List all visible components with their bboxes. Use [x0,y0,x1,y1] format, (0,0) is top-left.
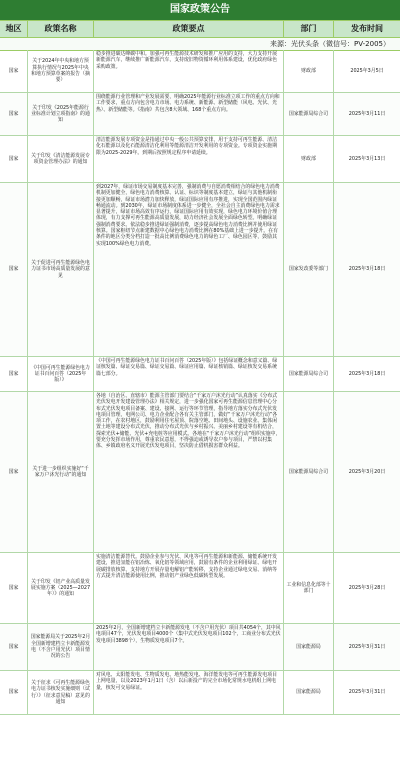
source-note: 来源：光伏头条（微信号：PV-2005） [0,38,400,51]
table-row [0,392,400,553]
table-row [0,671,400,715]
cell-name: 关于印发《2025年能源行业标准计划立项指南》的通知 [28,93,94,135]
cell-key: 《中国可再生能源绿色电力证书百问百答（2025年版）》包括绿证概念和意义篇、绿证核发篇、绿证交易篇、绿证交易篇、绿证应用篇、绿证核销篇、绿证核发交易系统篇七部分。 [94,357,284,391]
cell-region: 国家 [0,93,28,135]
cell-date: 2025年3月31日 [348,689,386,696]
cell-dept: 财政部 [284,50,334,92]
cell-region: 国家 [0,624,28,670]
cell-date: 2025年3月5日 [350,67,384,74]
cell-region: 国家 [0,136,28,182]
table-row [0,183,400,357]
cell-name: 关于进一步组织实施好“千家万户沐光行动”的通知 [28,392,94,552]
cell-date: 2025年3月28日 [348,584,386,591]
cell-region: 国家 [0,183,28,356]
cell-name: 关于印发《铝产业高质量发展实施方案（2025—2027年）》的通知 [28,553,94,623]
cell-key: 实施清洁能源替代。鼓励企业参与光伏、风电等可再生能源和新能源、储能系统开发建设，推进氢能在铝冶炼、氧化铝等领域应用，鼓励有条件的企业利用绿证、绿电开展碳排放核算，支持地方开展存量电解铝产能转移，支持企业通过绿电交易、消纳等方式提升清洁能源使用比例，推动铝产业绿色低碳转型发展。 [94,553,284,623]
cell-region: 国家 [0,671,28,714]
page-title: 国家政策公告 [0,0,400,20]
cell-date: 2025年3月11日 [348,110,386,117]
cell-dept: 财政部 [284,136,334,182]
cell-region: 国家 [0,50,28,92]
table-header [0,20,400,38]
cell-dept: 国家能源局 [284,624,334,670]
header-date: 发布时间 [351,24,383,33]
cell-name: 《中国可再生能源绿色电力证书百问百答（2025年版）》 [28,357,94,391]
cell-date: 2025年3月31日 [348,643,386,650]
cell-name: 国家能源局关于2025年2月全国新增建档立卡新能源发电（不含户用光伏）项目情况的公告 [28,624,94,670]
cell-key: 对风电、太阳能发电、生物质发电、地热能发电、海洋能发电等可再生能源发电项目上网电量，以及2023年1月1日（含）以后新投产的完全市场化常规水电机组上网电量，核发可交易绿证。 [94,671,284,714]
cell-name: 关于2024年中央和地方预算执行情况与2025年中央和地方预算草案的报告（摘要） [28,50,94,92]
cell-name: 关于印发《清洁能源发展专项资金管理办法》的通知 [28,136,94,182]
header-key: 政策要点 [94,21,284,37]
cell-region: 国家 [0,357,28,391]
cell-name: 关于促进可再生能源绿色电力证书市场高质量发展的意见 [28,183,94,356]
table-row [0,50,400,93]
cell-name: 关于征求《可再生能源绿色电力证书核发实施细则（试行）》（征求意见稿）意见的通知 [28,671,94,714]
table-body [0,50,400,715]
cell-key: 围绕能源行业管理和产业发展需要，明确2025年能源行业标准立项工作的重点方向和工作要求，重点方向包含电力市场、电力系统、新能源、新型储能（风电、光伏、光热）、新型储能等。《指南》共包含8大领域、168个重点方向。 [94,93,284,135]
cell-key: 2025年2月，全国新增建档立卡新能源发电（不含户用光伏）项目共4054个，其中风电项目47个，光伏发电项目4000个（集中式光伏发电项目102个，工商业分布式光伏发电项目3898个），生物质发电项目7个。 [94,624,284,670]
cell-dept: 国家发改委等部门 [284,183,334,356]
table-row [0,93,400,136]
cell-key: 到2027年，绿证市场交易制度基本完善，强制消费与自愿消费相结合的绿色电力消费机制更加健全，绿色电力消费核算、认证、标识等制度基本建立，绿证与其他机制衔接更加顺畅，绿证市场潜力加快释放，绿证国际应用有序推进，实现全国范围内绿证畅通流动。到2030年，绿证市场制度体系进一步健全，全社会自主消费绿色电力需求显著提升，绿证市场高效有序运行，绿证国际应用有效实现，绿色电力环境价值合理体现，有力支撑可再生能源高质量发展，助力经济社会发展全面绿色转型。明确绿证强制消费要求。依法稳步推进绿证强制消费，逐步提高绿色电力消费比例并使用绿证核算。国家枢纽节点新建数据中心绿色电力消费比例在80%基础上进一步提升。在有条件的地区分类分档打造一批高比例消费绿色电力的绿色工厂、绿色园区等，鼓励其实现100%绿色电力消费。 [94,183,284,356]
table-row [0,136,400,183]
header-name: 政策名称 [28,21,94,37]
cell-key: 清洁能源发展专项资金是指通过中央一般公共预算安排，用于支持可再生能源、清洁化石能源以及化石能源清洁化利用等能源清洁开发利用的专项资金。专项资金实施期限为2025-2029年。到期后按照规定程序申请延续。 [94,136,284,182]
cell-date: 2025年3月18日 [348,266,386,273]
cell-dept: 国家能源局 [284,671,334,714]
cell-dept: 国家能源局综合司 [284,357,334,391]
cell-date: 2025年3月18日 [348,370,386,377]
header-dept: 部门 [284,21,334,37]
cell-date: 2025年3月13日 [348,155,386,162]
table-row [0,624,400,671]
cell-dept: 工业和信息化部等十部门 [284,553,334,623]
cell-region: 国家 [0,553,28,623]
cell-dept: 国家能源局综合司 [284,392,334,552]
table-row [0,553,400,624]
cell-key: 稳步推进碳达峰碳中和。加强可再生能源技术研发和推广应用的支持，大力支持开展新能源汽车，继续推广新能源汽车，支持废旧物资循环利用体系建设，优化政府绿色采购政策。 [94,50,284,92]
header-region: 地区 [0,21,28,37]
cell-date: 2025年3月20日 [348,468,386,475]
table-row [0,357,400,392]
cell-region: 国家 [0,392,28,552]
cell-dept: 国家能源局综合司 [284,93,334,135]
cell-key: 各地（自治区、直辖市）能源主管部门要结合“千家万户沐光行动”认真落实《分布式光伏发电开发建设管理办法》相关规定，进一步强化国家可再生能源信息管理中心分布式光伏发电项目备案、建设、接网、运行等环节管理，指导地方落实分布式光伏发电项目管理，电网公司、电力企业配合各有关主管部门，做好“千家万户沐光行动”各项工作，在农村地区，鼓励利用住宅屋顶、院落空地、田间地头、设施农业、集体闲置土地等建设分布式光伏，推动分布式光伏与乡村振兴、美丽乡村建设等有机结合，探索光伏+储能、光伏+充电桩等应用模式。各地在“千家万户沐光行动”组织实施中，要充分发挥市场作用，尊重农民意愿，不得强迫或诱导农户参与项目，严禁以村集体、乡镇政府名义开展光伏发电项目，坚决防止借机损害群众利益。 [94,392,284,552]
